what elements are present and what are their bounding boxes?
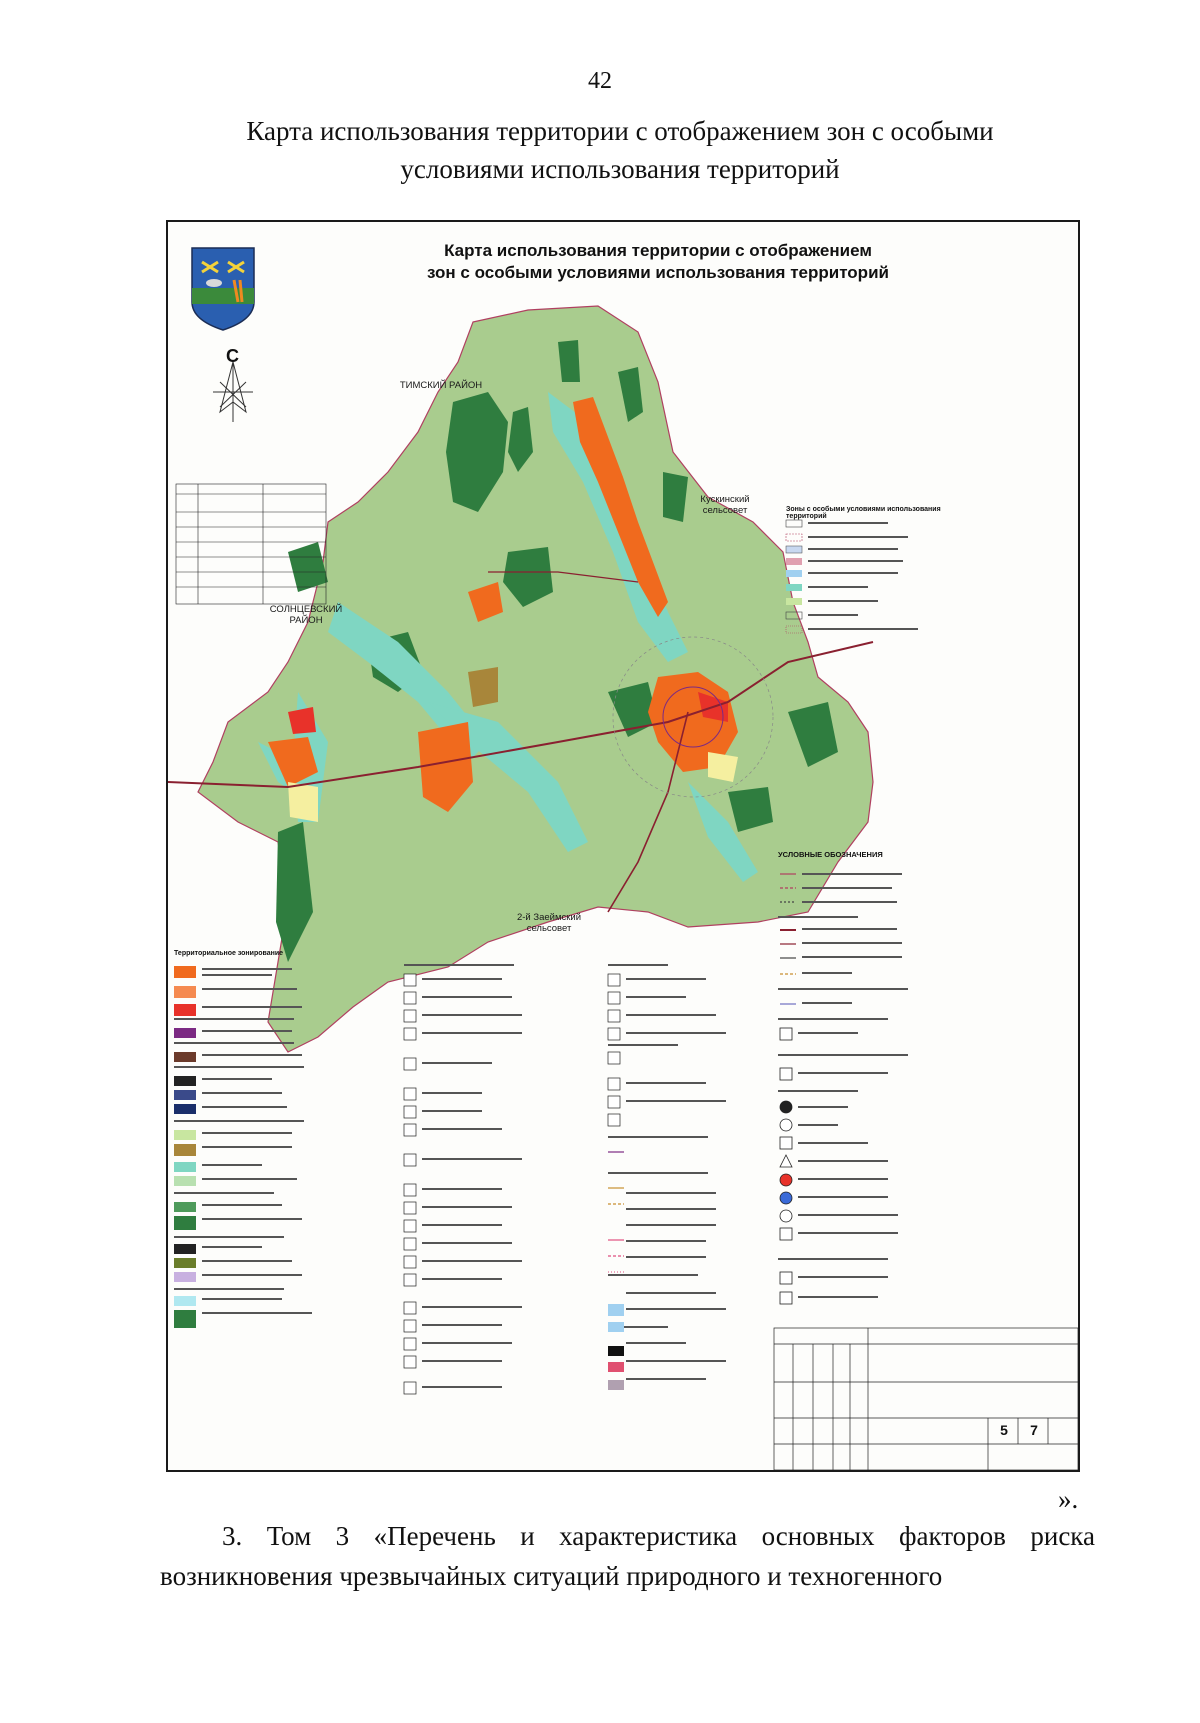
map-title-line-2: зон с особыми условиями использования территорий — [427, 263, 889, 282]
communications-legend — [608, 1152, 624, 1390]
map-figure — [166, 220, 1080, 1472]
infrastructure-icons — [780, 1028, 792, 1304]
closing-quote: ». — [1058, 1484, 1079, 1514]
north-letter: С — [226, 346, 239, 366]
label-kuskinsky-council: Кускинский сельсовет — [700, 494, 750, 516]
body-paragraph: 3. Том 3 «Перечень и характеристика основных факторов риска возникновения чрезвычайных ситуаций природного и техногенного — [160, 1521, 1095, 1591]
label-timsky-district: ТИМСКИЙ РАЙОН — [399, 380, 483, 391]
zoning-swatches — [174, 966, 196, 1328]
coat-of-arms-icon — [192, 248, 254, 330]
page-number: 42 — [588, 68, 612, 94]
stamp-sheet-count: 7 — [1030, 1422, 1038, 1438]
map-drawing — [168, 222, 1080, 1472]
map-title-line-1: Карта использования территории с отображением — [444, 241, 872, 260]
document-heading-line-2: условиями использования территорий — [400, 154, 840, 184]
document-heading — [150, 112, 1090, 188]
label-solntsevsky-district: СОЛНЦЕВСКИЙ РАЙОН — [269, 604, 343, 626]
zones-legend-title: Зоны с особыми условиями использования территорий — [786, 506, 941, 520]
zoning-legend-title: Территориальное зонирование — [174, 950, 284, 957]
label-zaeymsky-council: 2-й Заеймский сельсовет — [516, 912, 582, 934]
north-arrow-icon — [213, 362, 253, 422]
title-block-stamp — [774, 1328, 1078, 1470]
stamp-sheet-number: 5 — [1000, 1422, 1008, 1438]
zones-legend — [786, 520, 918, 633]
district-territory — [198, 306, 873, 1052]
capital-objects-legend — [404, 974, 620, 1394]
conventions-legend-title: УСЛОВНЫЕ ОБОЗНАЧЕНИЯ — [778, 850, 883, 859]
map-title — [348, 240, 968, 284]
document-heading-line-1: Карта использования территории с отображением зон с особыми — [246, 116, 994, 146]
